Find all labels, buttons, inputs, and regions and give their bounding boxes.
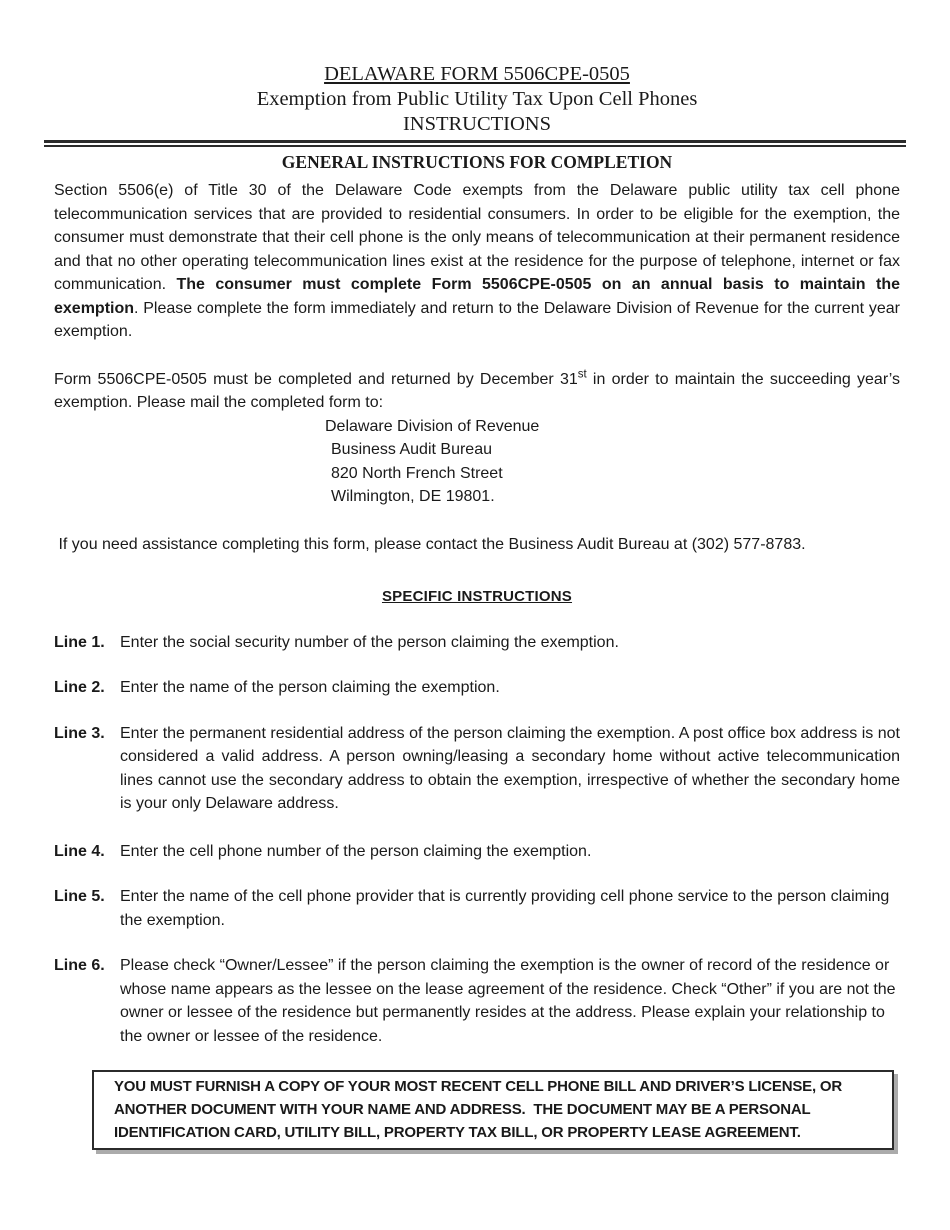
paragraph-1-text: Section 5506(e) of Title 30 of the Delaware Code exempts from the Delaware public utility tax cell phone telecommunication services that are provided to residential consumers. In order to be eligible for the exemption, the consumer must demonstrate that their cell phone is the only means of telecommunication at their permanent residence and that no other operating telecommunication lines exist at the residence for the purpose of telephone, internet or fax communication. bbox=[54, 182, 900, 293]
line-4-text: Enter the cell phone number of the person claiming the exemption. bbox=[120, 842, 592, 860]
instructions-title: INSTRUCTIONS bbox=[402, 113, 552, 135]
notice-line-2: ANOTHER DOCUMENT WITH YOUR NAME AND ADDRESS. THE DOCUMENT MAY BE A PERSONAL bbox=[114, 1101, 811, 1118]
line-6-text: Please check “Owner/Lessee” if the person claiming the exemption is the owner of record of the residence or whose name appears as the lessee on the lease agreement of the residence. Check “Other” if you are not the owner or lessee of the residence but permanently resides at the address. Please explain your relationship to the owner or lessee of the residence. bbox=[120, 957, 896, 1045]
thick-thin-divider bbox=[44, 140, 906, 147]
instruction-line-6 bbox=[54, 954, 900, 1048]
paragraph-1-bold-text: The consumer must complete Form 5506CPE-0505 on an annual basis to maintain the exemption bbox=[54, 276, 900, 317]
line-5-label: Line 5. bbox=[54, 888, 105, 905]
instruction-line-3 bbox=[54, 722, 900, 816]
form-subtitle: Exemption from Public Utility Tax Upon Cell Phones bbox=[256, 88, 698, 110]
line-4-label: Line 4. bbox=[54, 842, 105, 860]
line-3-text: Enter the permanent residential address of the person claiming the exemption. A post office box address is not considered a valid address. A person owning/leasing a secondary home without active telecommunication lines cannot use the secondary address to obtain the exemption, irrespective of whether the secondary home is your only Delaware address. bbox=[120, 724, 900, 812]
line-2-text: Enter the name of the person claiming the exemption. bbox=[120, 679, 500, 696]
paragraph-2-closing-text: in order to maintain the succeeding year’s exemption. Please mail the completed form to: bbox=[54, 370, 901, 411]
form-number-title: DELAWARE FORM 5506CPE-0505 bbox=[324, 63, 630, 85]
specific-instructions-heading: SPECIFIC INSTRUCTIONS bbox=[381, 588, 573, 605]
notice-line-3: IDENTIFICATION CARD, UTILITY BILL, PROPERTY TAX BILL, OR PROPERTY LEASE AGREEMENT. bbox=[114, 1124, 801, 1141]
address-line-agency: Delaware Division of Revenue bbox=[325, 417, 540, 435]
line-2-label: Line 2. bbox=[54, 679, 105, 696]
address-line-city: Wilmington, DE 19801. bbox=[331, 488, 495, 505]
notice-line-1: YOU MUST FURNISH A COPY OF YOUR MOST RECENT CELL PHONE BILL AND DRIVER’S LICENSE, OR bbox=[114, 1078, 842, 1095]
mailing-address-block bbox=[325, 415, 900, 509]
document-title-block bbox=[54, 62, 900, 137]
general-paragraph-1 bbox=[54, 179, 900, 344]
paragraph-2-text: Form 5506CPE-0505 must be completed and returned by December 31 bbox=[54, 370, 578, 388]
instruction-line-4 bbox=[54, 840, 900, 864]
line-5-text: Enter the name of the cell phone provider that is currently providing cell phone service to the person claiming the exemption. bbox=[120, 888, 890, 929]
line-1-label: Line 1. bbox=[54, 633, 105, 651]
line-6-label: Line 6. bbox=[54, 957, 105, 974]
line-1-text: Enter the social security number of the person claiming the exemption. bbox=[120, 633, 619, 651]
general-instructions-heading: GENERAL INSTRUCTIONS FOR COMPLETION bbox=[281, 152, 673, 172]
general-paragraph-2 bbox=[54, 368, 900, 415]
assistance-note: If you need assistance completing this form, please contact the Business Audit Bureau at (302) 577-8783. bbox=[54, 535, 806, 553]
ordinal-superscript: st bbox=[577, 368, 587, 381]
required-documents-notice-box bbox=[92, 1070, 894, 1150]
address-line-street: 820 North French Street bbox=[331, 464, 503, 482]
instruction-line-2 bbox=[54, 676, 900, 700]
paragraph-1-closing-text: . Please complete the form immediately and return to the Delaware Division of Revenue for the current year exemption. bbox=[54, 299, 900, 340]
instruction-line-1 bbox=[54, 631, 900, 655]
address-line-bureau: Business Audit Bureau bbox=[331, 441, 492, 458]
line-3-label: Line 3. bbox=[54, 724, 105, 742]
instruction-line-5 bbox=[54, 885, 900, 932]
